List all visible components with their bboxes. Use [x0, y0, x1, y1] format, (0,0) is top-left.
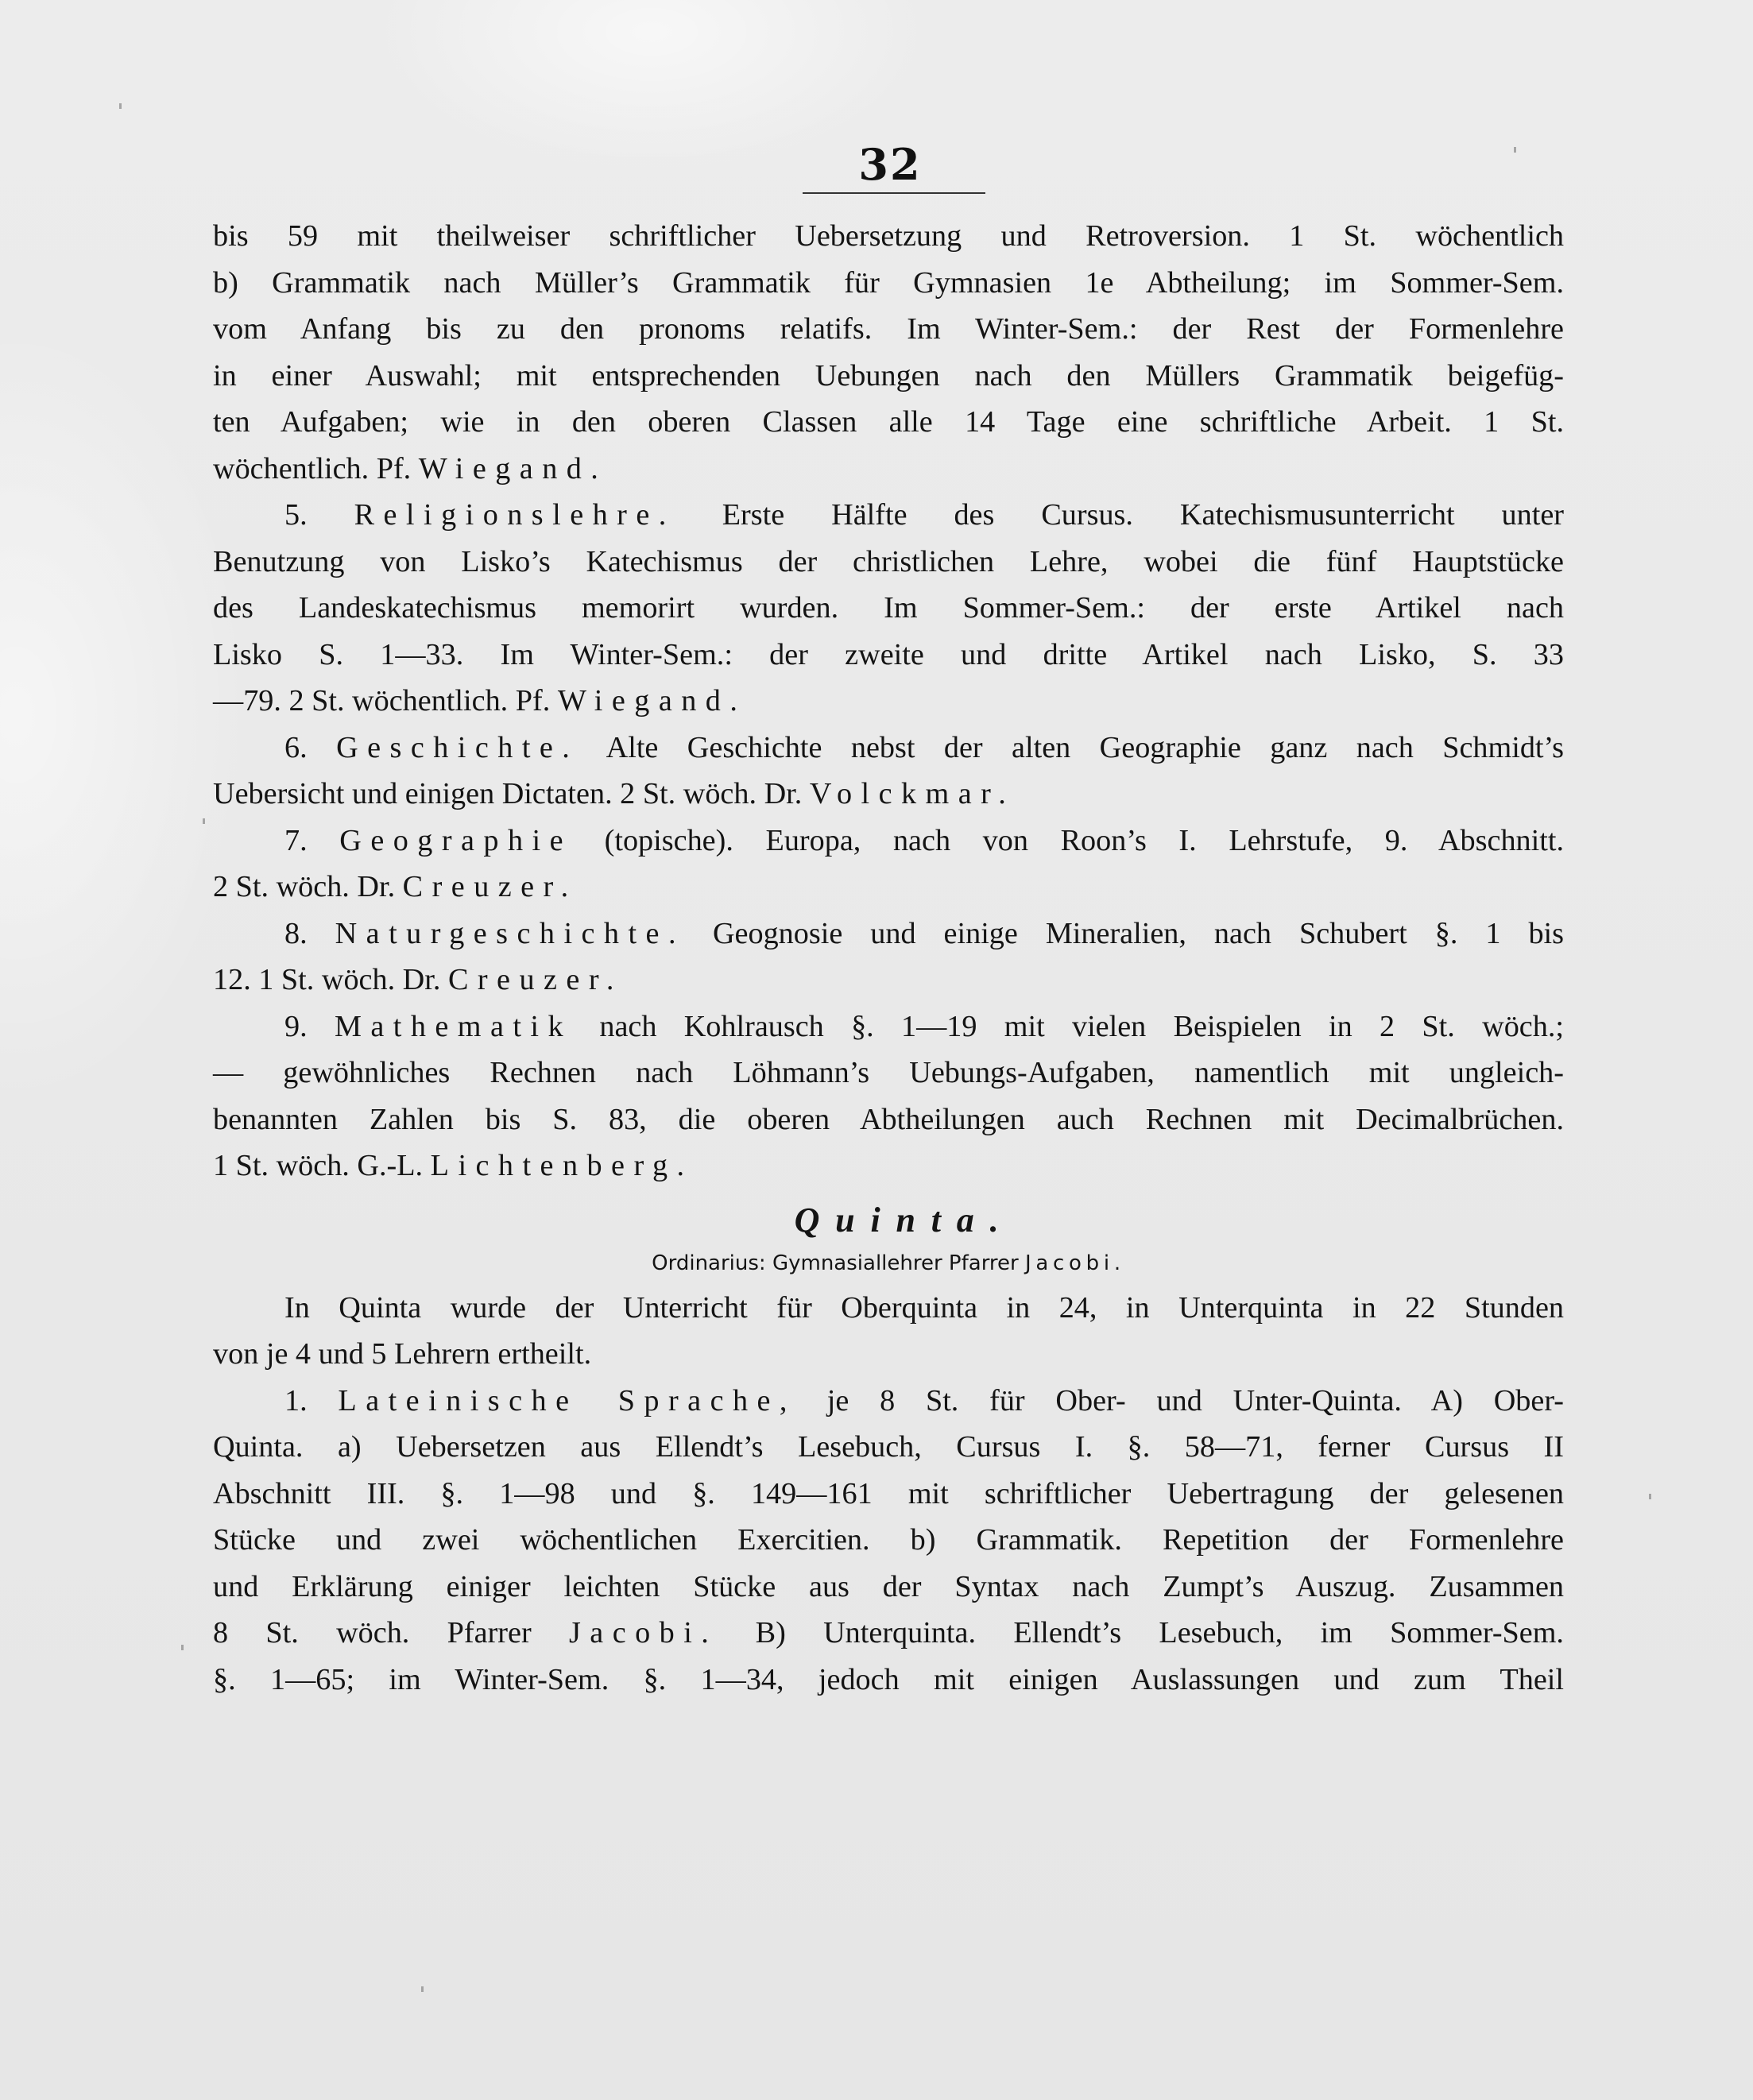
spaced-emphasis: Volckmar. [809, 777, 1016, 810]
spaced-emphasis: Religionslehre. [354, 498, 675, 532]
spaced-emphasis: Naturgeschichte. [335, 916, 685, 950]
text-line [213, 678, 1564, 725]
line-text: Quinta. a) Uebersetzen aus Ellendt’s Lesebuch, Cursus I. §. 58—71, ferner Cursus II [213, 1430, 1564, 1464]
text-line [213, 1285, 1564, 1332]
text-line [213, 446, 1564, 493]
line-text: des Landeskatechismus memorirt wurden. Im Sommer-Sem.: der erste Artikel nach [213, 591, 1564, 625]
text-line [213, 1610, 1564, 1657]
text-line [213, 632, 1564, 679]
line-text: Lisko S. 1—33. Im Winter-Sem.: der zweite und dritte Artikel nach Lisko, S. 33 [213, 637, 1564, 671]
line-text: In Quinta wurde der Unterricht für Oberquinta in 24, in Unterquinta in 22 Stunden [284, 1290, 1564, 1325]
line-text: Uebersicht und einigen Dictaten. 2 St. wöch. Dr. [213, 777, 810, 810]
spaced-emphasis: Lateinische Sprache, [338, 1383, 796, 1417]
line-text: Erste Hälfte des Cursus. Katechismusunterricht unter [675, 498, 1565, 532]
line-text: in einer Auswahl; mit entsprechenden Uebungen nach den Müllers Grammatik beigefüg- [213, 358, 1564, 393]
spaced-emphasis: Jacobi. [568, 1616, 718, 1649]
scan-speck [1649, 1494, 1651, 1499]
text-line [213, 1657, 1564, 1704]
line-text: vom Anfang bis zu den pronoms relatifs. Im Winter-Sem.: der Rest der Formenlehre [213, 312, 1564, 346]
text-line [213, 1424, 1564, 1471]
text-line [213, 353, 1564, 400]
text-line [213, 1331, 1564, 1378]
line-text: 1 St. wöch. G.-L. [213, 1149, 431, 1182]
line-text: je 8 St. für Ober- und Unter-Quinta. A) Ober- [795, 1383, 1564, 1417]
line-text: 8 St. wöch. Pfarrer [213, 1616, 569, 1649]
line-text: B) Unterquinta. Ellendt’s Lesebuch, im Sommer-Sem. [718, 1616, 1564, 1649]
line-text: nach Kohlrausch §. 1—19 mit vielen Beispielen in 2 St. wöch.; [572, 1009, 1564, 1043]
line-text: §. 1—65; im Winter-Sem. §. 1—34, jedoch mit einigen Auslassungen und zum Theil [213, 1662, 1564, 1696]
text-line [213, 1096, 1564, 1143]
text-line [213, 1564, 1564, 1611]
text-line [213, 306, 1564, 353]
text-line [213, 1517, 1564, 1564]
page-number: 32 [858, 139, 922, 190]
text-line [213, 771, 1564, 818]
line-text: bis 59 mit theilweiser schriftlicher Uebersetzung und Retroversion. 1 St. wöchentlich [213, 219, 1564, 253]
line-text: ten Aufgaben; wie in den oberen Classen alle 14 Tage eine schriftliche Arbeit. 1 St. [213, 405, 1564, 439]
ordinarius-name: Jacobi. [1025, 1251, 1125, 1275]
text-line [213, 260, 1564, 307]
body-text [213, 213, 1564, 1703]
line-text: Geognosie und einige Mineralien, nach Schubert §. 1 bis [684, 916, 1565, 950]
scan-speck [1514, 147, 1516, 153]
line-text: benannten Zahlen bis S. 83, die oberen Abtheilungen auch Rechnen mit Decimalbrüchen. [213, 1102, 1564, 1136]
text-line [213, 1050, 1564, 1096]
line-text: (topische). Europa, nach von Roon’s I. Lehrstufe, 9. Abschnitt. [572, 823, 1565, 857]
text-block-quinta [213, 1285, 1564, 1704]
spaced-emphasis: Lichtenberg. [430, 1149, 694, 1182]
text-line [213, 492, 1564, 539]
text-line [213, 725, 1564, 772]
text-line [213, 911, 1564, 957]
line-text: b) Grammatik nach Müller’s Grammatik für Gymnasien 1e Abtheilung; im Sommer-Sem. [213, 265, 1564, 300]
line-text: 6. [284, 730, 337, 764]
line-text: Benutzung von Lisko’s Katechismus der christlichen Lehre, wobei die fünf Hauptstücke [213, 544, 1564, 578]
text-line [213, 399, 1564, 446]
line-text: — gewöhnliches Rechnen nach Löhmann’s Uebungs-Aufgaben, namentlich mit ungleich- [213, 1056, 1564, 1089]
line-text: 8. [284, 916, 335, 950]
spaced-emphasis: Wiegand. [557, 684, 747, 717]
text-line [213, 585, 1564, 632]
text-line [213, 1143, 1564, 1189]
line-text: 7. [284, 823, 340, 857]
text-line [213, 213, 1564, 260]
text-line [213, 539, 1564, 586]
line-text: 2 St. wöch. Dr. [213, 870, 403, 903]
line-text: 9. [284, 1009, 335, 1043]
scan-speck [203, 818, 205, 824]
section-heading: Quinta. [794, 1200, 1015, 1240]
line-text: wöchentlich. Pf. [213, 451, 419, 485]
spaced-emphasis: Wiegand. [418, 451, 608, 485]
spaced-emphasis: Geographie [339, 823, 573, 857]
text-block-top [213, 213, 1564, 492]
scan-speck [181, 1645, 184, 1650]
line-text: Alte Geschichte nebst der alten Geographie ganz nach Schmidt’s [579, 730, 1564, 764]
line-text: —79. 2 St. wöchentlich. Pf. [213, 684, 558, 717]
line-text: Stücke und zwei wöchentlichen Exercitien. b) Grammatik. Repetition der Formenlehre [213, 1523, 1564, 1557]
text-line [213, 818, 1564, 864]
section-subheading [213, 1245, 1564, 1285]
spaced-emphasis: Creuzer. [402, 870, 578, 903]
line-text: von je 4 und 5 Lehrern ertheilt. [213, 1337, 592, 1371]
ordinarius-role: Gymnasiallehrer Pfarrer [772, 1251, 1019, 1275]
line-text: 5. [284, 498, 354, 532]
text-line [213, 864, 1564, 911]
spaced-emphasis: Geschichte. [336, 730, 579, 764]
text-line [213, 957, 1564, 1004]
text-line [213, 1471, 1564, 1518]
scan-speck [119, 103, 122, 109]
page-number-rule [803, 192, 985, 194]
spaced-emphasis: Mathematik [334, 1009, 573, 1043]
line-text: Abschnitt III. §. 1—98 und §. 149—161 mit schriftlicher Uebertragung der gelesenen [213, 1476, 1564, 1510]
text-line [213, 1004, 1564, 1050]
line-text: und Erklärung einiger leichten Stücke aus der Syntax nach Zumpt’s Auszug. Zusammen [213, 1569, 1564, 1603]
scan-speck [421, 1986, 424, 1992]
spaced-emphasis: Creuzer. [447, 963, 623, 996]
ordinarius-label: Ordinarius: [652, 1251, 766, 1275]
line-text: 12. 1 St. wöch. Dr. [213, 963, 448, 996]
line-text: 1. [284, 1383, 339, 1417]
text-block-subjects [213, 492, 1564, 1189]
text-line [213, 1378, 1564, 1425]
